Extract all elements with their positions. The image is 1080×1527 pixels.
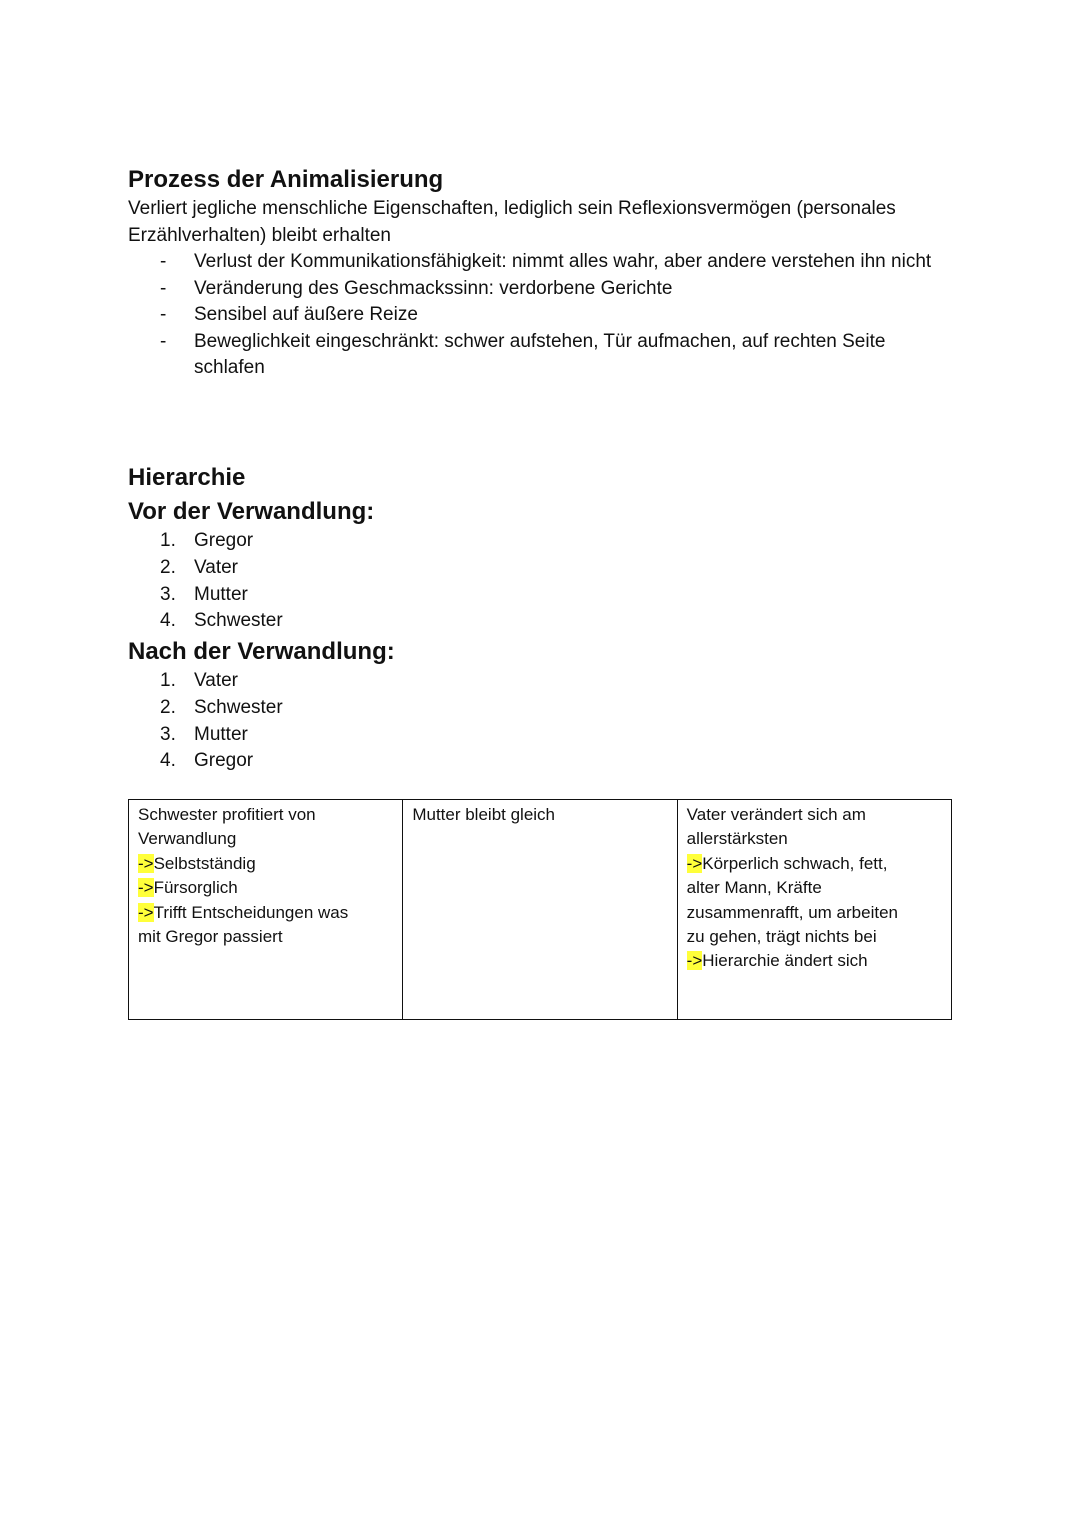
- highlighted-arrow: ->: [138, 853, 154, 873]
- list-item: 1. Vater: [160, 670, 239, 691]
- list-item: 1. Gregor: [160, 530, 254, 551]
- list-item: 3. Mutter: [160, 723, 248, 745]
- list-item: - Veränderung des Geschmackssinn: verdorbene Gerichte: [128, 276, 934, 303]
- table-cell-schwester: Schwester profitiert von Verwandlung ->Selbstständig ->Fürsorglich ->Trifft Entscheidungen was mit Gregor passiert: [129, 800, 403, 1020]
- dash-bullet: -: [160, 330, 167, 352]
- list-item: 4. Gregor: [160, 750, 254, 772]
- list-item: - Beweglichkeit eingeschränkt: schwer aufstehen, Tür aufmachen, auf rechten Seite schlafen: [160, 330, 886, 378]
- highlighted-arrow: ->: [138, 902, 154, 922]
- dash-bullet: -: [160, 304, 167, 325]
- table-cell-vater: Vater verändert sich am allerstärksten ->Körperlich schwach, fett, alter Mann, Kräfte zusammenrafft, um arbeiten zu gehen, trägt nichts bei ->Hierarchie ändert sich: [677, 800, 951, 1020]
- character-comparison-table: [128, 799, 952, 1020]
- dash-bullet: -: [160, 277, 167, 299]
- highlighted-arrow: ->: [138, 878, 154, 898]
- heading-before-transformation: Vor der Verwandlung:: [128, 498, 375, 525]
- arrow-line: ->Fürsorglich: [138, 878, 238, 898]
- list-item: 2. Vater: [160, 556, 239, 578]
- table-row: [129, 800, 952, 1020]
- section-title-animalisierung: Prozess der Animalisierung: [128, 166, 444, 193]
- dash-bullet: -: [160, 251, 167, 272]
- arrow-line: ->Hierarchie ändert sich: [686, 951, 868, 971]
- hierarchy-before-list: [128, 528, 283, 635]
- section-title-hierarchie: Hierarchie: [128, 464, 246, 491]
- hierarchy-after-list: [128, 668, 283, 775]
- animalisierung-list: [128, 249, 958, 382]
- list-item: 2. Schwester: [160, 696, 283, 718]
- arrow-line: ->Körperlich schwach, fett,: [686, 853, 888, 873]
- highlighted-arrow: ->: [686, 853, 703, 873]
- arrow-line: ->Trifft Entscheidungen was: [138, 902, 349, 922]
- highlighted-arrow: ->: [686, 951, 703, 971]
- arrow-line: ->Selbstständig: [138, 853, 256, 873]
- list-item: - Verlust der Kommunikationsfähigkeit: nimmt alles wahr, aber andere verstehen ihn nicht: [128, 249, 934, 276]
- list-item: - Sensibel auf äußere Reize: [128, 302, 934, 329]
- list-item: 4. Schwester: [160, 610, 283, 632]
- intro-paragraph: Verliert jegliche menschliche Eigenschaften, lediglich sein Reflexionsvermögen (personales Erzählverhalten) bleibt erhalten: [128, 198, 896, 246]
- heading-after-transformation: Nach der Verwandlung:: [128, 638, 395, 665]
- list-item: 3. Mutter: [160, 583, 248, 605]
- table-cell-mutter: Mutter bleibt gleich: [403, 800, 677, 1020]
